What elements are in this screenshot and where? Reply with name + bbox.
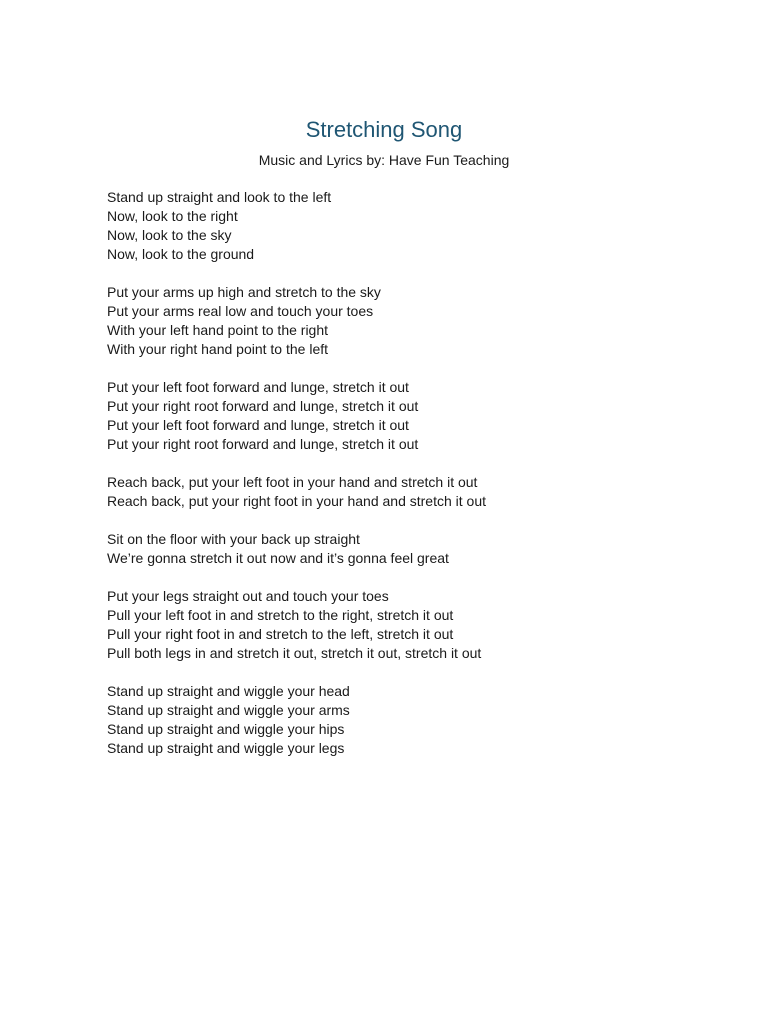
page-subtitle: Music and Lyrics by: Have Fun Teaching	[258, 152, 510, 168]
lyrics-stanza	[107, 283, 707, 359]
lyrics-stanza	[107, 530, 707, 568]
lyric-line: Pull your left foot in and stretch to the right, stretch it out	[107, 607, 454, 623]
lyric-line: Put your legs straight out and touch your toes	[107, 588, 389, 604]
lyric-line: Put your arms up high and stretch to the sky	[107, 284, 381, 300]
lyric-line: Sit on the floor with your back up straight	[107, 531, 360, 547]
lyric-line: With your right hand point to the left	[107, 341, 329, 357]
lyric-line: Stand up straight and wiggle your arms	[107, 702, 350, 718]
lyric-line: Pull your right foot in and stretch to the left, stretch it out	[107, 626, 454, 642]
lyrics-stanza	[107, 682, 707, 758]
lyric-line: Put your arms real low and touch your toes	[107, 303, 374, 319]
lyric-line: Now, look to the sky	[107, 227, 232, 243]
lyrics-stanza	[107, 188, 707, 264]
lyric-line: Now, look to the ground	[107, 246, 255, 262]
lyrics-body	[107, 188, 707, 777]
lyric-line: Pull both legs in and stretch it out, stretch it out, stretch it out	[107, 645, 482, 661]
lyrics-stanza	[107, 587, 707, 663]
lyric-line: Stand up straight and wiggle your head	[107, 683, 350, 699]
lyrics-stanza	[107, 473, 707, 511]
lyric-line: Put your left foot forward and lunge, stretch it out	[107, 379, 409, 395]
lyric-line: Stand up straight and wiggle your hips	[107, 721, 345, 737]
page-title: Stretching Song	[305, 117, 463, 142]
lyric-line: Now, look to the right	[107, 208, 238, 224]
lyric-line: Stand up straight and look to the left	[107, 189, 332, 205]
lyric-line: Stand up straight and wiggle your legs	[107, 740, 345, 756]
lyric-line: We’re gonna stretch it out now and it’s gonna feel great	[107, 550, 449, 566]
lyrics-stanza	[107, 378, 707, 454]
lyric-line: With your left hand point to the right	[107, 322, 329, 338]
lyric-line: Put your right root forward and lunge, stretch it out	[107, 398, 419, 414]
lyric-line: Reach back, put your right foot in your hand and stretch it out	[107, 493, 486, 509]
lyric-line: Put your left foot forward and lunge, stretch it out	[107, 417, 409, 433]
lyric-line: Put your right root forward and lunge, stretch it out	[107, 436, 419, 452]
lyric-line: Reach back, put your left foot in your hand and stretch it out	[107, 474, 478, 490]
